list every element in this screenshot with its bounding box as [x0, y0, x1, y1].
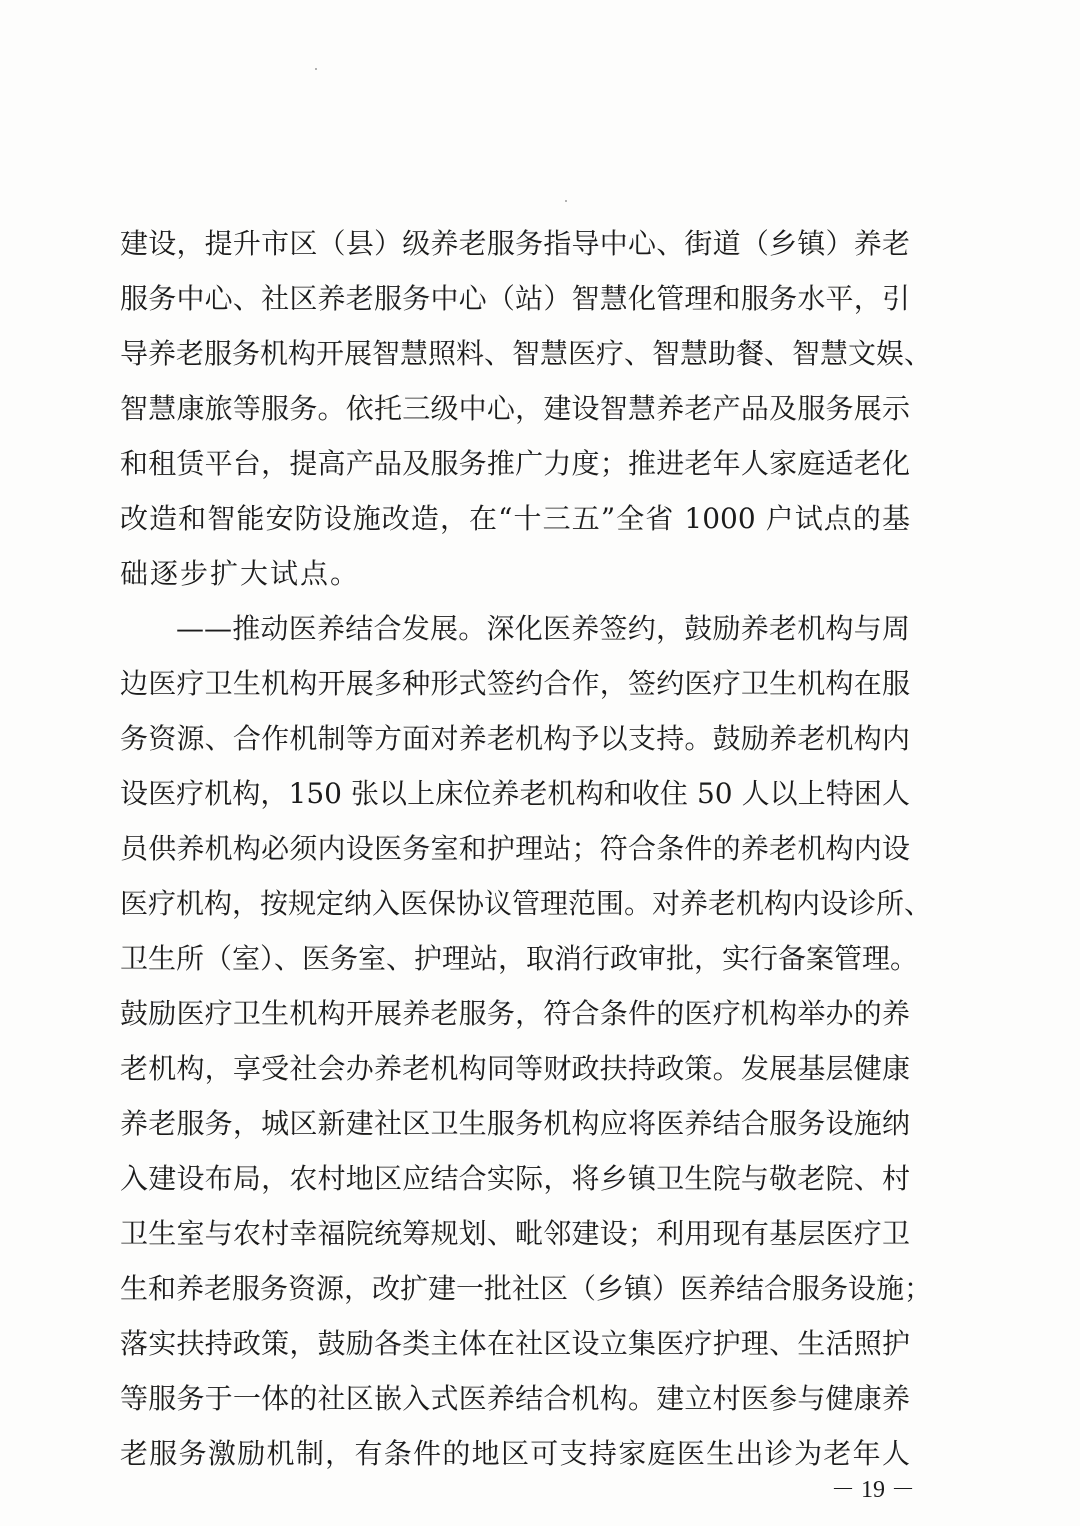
body-text-line: 卫生所（室）、医务室、护理站，取消行政审批，实行备案管理。	[120, 942, 919, 975]
body-text-line: 入建设布局，农村地区应结合实际，将乡镇卫生院与敬老院、村	[120, 1162, 910, 1195]
paragraph-first-line: ——推动医养结合发展。深化医养签约，鼓励养老机构与周	[176, 612, 910, 645]
body-text-line: 等服务于一体的社区嵌入式医养结合机构。建立村医参与健康养	[120, 1382, 910, 1415]
body-text-line: 老机构，享受社会办养老机构同等财政扶持政策。发展基层健康	[120, 1052, 910, 1085]
body-text-line: 智慧康旅等服务。依托三级中心，建设智慧养老产品及服务展示	[120, 392, 910, 425]
body-text-line: 养老服务，城区新建社区卫生服务机构应将医养结合服务设施纳	[120, 1107, 910, 1140]
body-text-line: 务资源、合作机制等方面对养老机构予以支持。鼓励养老机构内	[120, 722, 910, 755]
body-text-line: 础逐步扩大试点。	[120, 557, 361, 590]
body-text-line: 老服务激励机制，有条件的地区可支持家庭医生出诊为老年人	[120, 1437, 910, 1470]
body-text-line: 服务中心、社区养老服务中心（站）智慧化管理和服务水平，引	[120, 282, 910, 315]
body-text-line: 边医疗卫生机构开展多种形式签约合作，签约医疗卫生机构在服	[120, 667, 910, 700]
body-text-line: 建设，提升市区（县）级养老服务指导中心、街道（乡镇）养老	[120, 227, 910, 260]
body-text-line: 医疗机构，按规定纳入医保协议管理范围。对养老机构内设诊所、	[120, 887, 933, 920]
body-text-line: 生和养老服务资源，改扩建一批社区（乡镇）医养结合服务设施；	[120, 1272, 933, 1305]
body-text-line: 卫生室与农村幸福院统筹规划、毗邻建设；利用现有基层医疗卫	[120, 1217, 910, 1250]
scan-speck	[565, 200, 567, 202]
body-text-line: 鼓励医疗卫生机构开展养老服务，符合条件的医疗机构举办的养	[120, 997, 910, 1030]
body-text-line: 员供养机构必须内设医务室和护理站；符合条件的养老机构内设	[120, 832, 910, 865]
body-text-line: 设医疗机构，150 张以上床位养老机构和收住 50 人以上特困人	[120, 777, 910, 810]
body-text-line: 改造和智能安防设施改造，在“十三五”全省 1000 户试点的基	[120, 502, 910, 535]
body-text-line: 和租赁平台，提高产品及服务推广力度；推进老年人家庭适老化	[120, 447, 910, 480]
scan-speck	[315, 68, 317, 70]
page-number: － 19 －	[831, 1477, 915, 1503]
body-text-line: 导养老服务机构开展智慧照料、智慧医疗、智慧助餐、智慧文娱、	[120, 337, 933, 370]
body-text-line: 落实扶持政策，鼓励各类主体在社区设立集医疗护理、生活照护	[120, 1327, 910, 1360]
